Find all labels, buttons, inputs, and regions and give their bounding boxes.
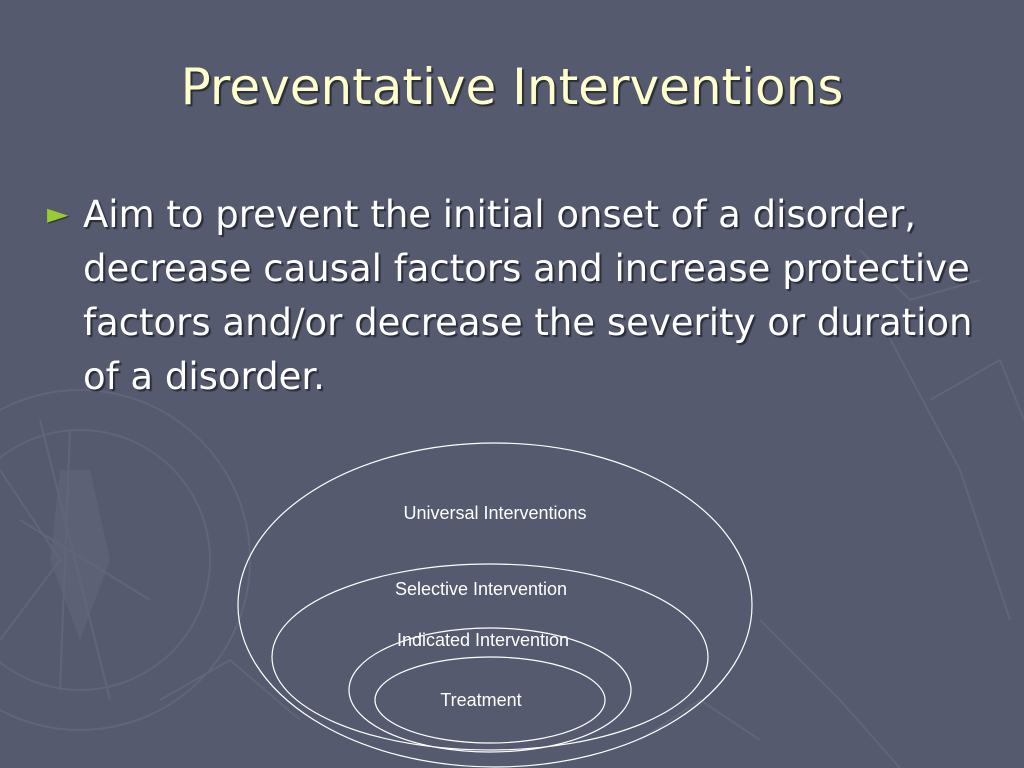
bullet-arrow-icon: ► (47, 197, 69, 230)
bullet-text: Aim to prevent the initial onset of a disorder, decrease causal factors and increase protective factors and/or decrease the severity or duration of a disorder. (83, 193, 973, 398)
universal-ellipse (238, 443, 752, 767)
treatment-label: Treatment (440, 690, 522, 710)
universal-label: Universal Interventions (403, 503, 587, 523)
selective-label: Selective Intervention (394, 579, 568, 599)
slide-title: Preventative Interventions (180, 58, 844, 116)
indicated-label: Indicated Intervention (396, 630, 570, 650)
